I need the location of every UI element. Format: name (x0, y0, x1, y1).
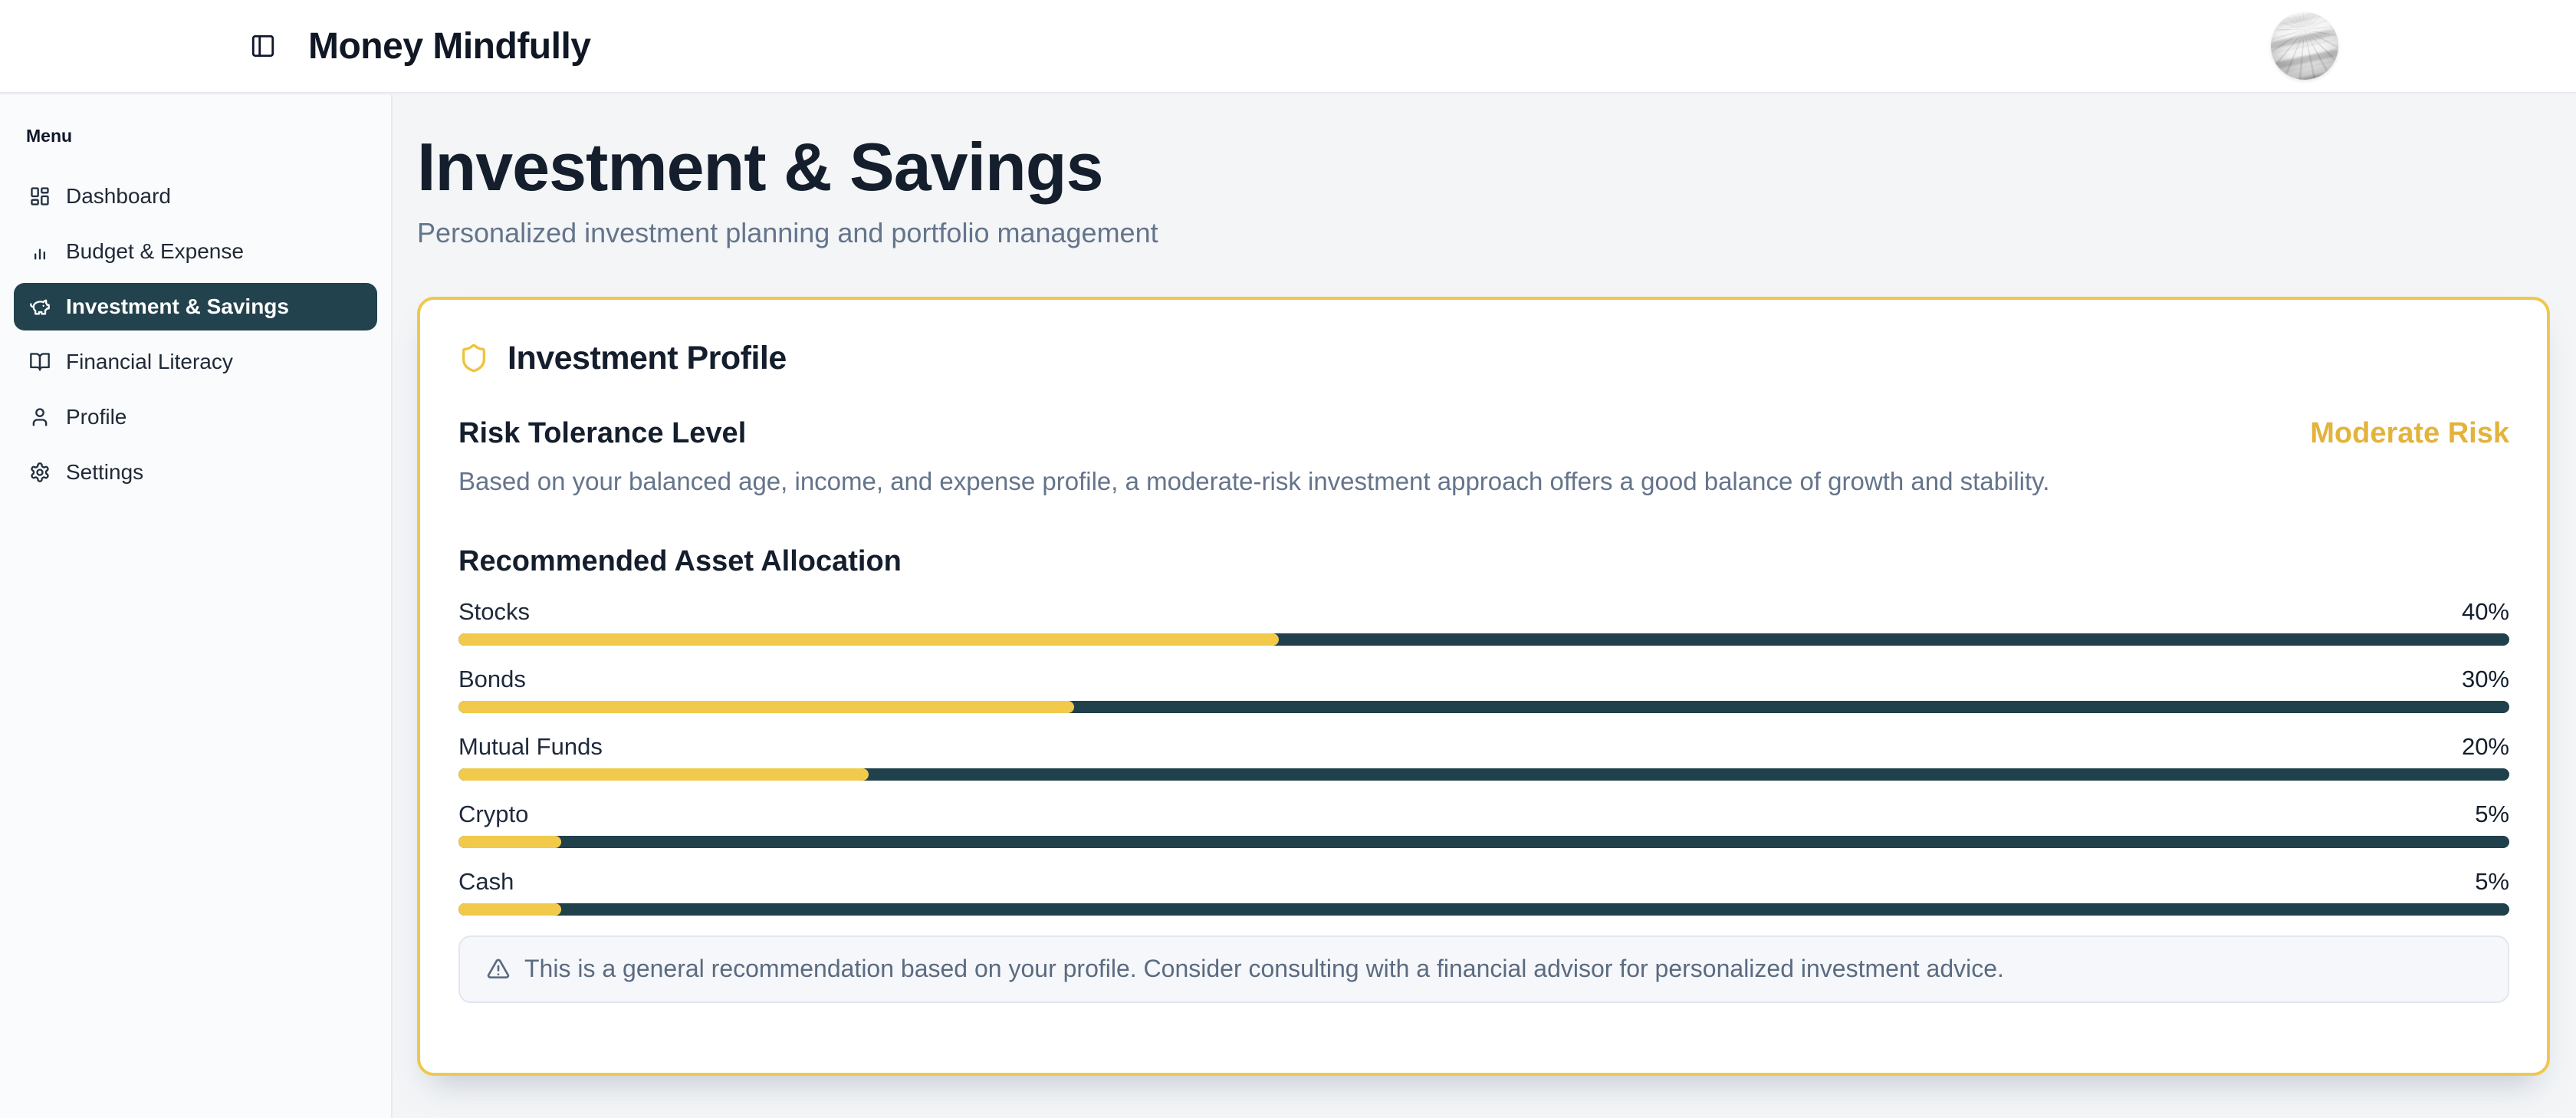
allocation-row-bonds (458, 666, 2509, 713)
progress-bar-track (458, 903, 2509, 916)
investment-profile-card (417, 297, 2550, 1076)
warning-triangle-icon (486, 957, 511, 982)
allocation-label: Cash (458, 867, 514, 895)
allocation-value: 5% (2475, 867, 2509, 895)
dashboard-icon (29, 186, 51, 207)
risk-tolerance-row (458, 417, 2509, 450)
sidebar-item-dashboard[interactable] (14, 173, 377, 220)
sidebar-item-label: Settings (66, 460, 144, 484)
sidebar-item-label: Investment & Savings (66, 294, 289, 318)
piggy-bank-icon (29, 296, 51, 317)
progress-bar-track (458, 633, 2509, 646)
progress-bar-fill (458, 633, 1279, 646)
nav-list (0, 173, 391, 496)
sidebar-item-label: Budget & Expense (66, 239, 244, 263)
sidebar-item-settings[interactable] (14, 449, 377, 496)
card-title: Investment Profile (508, 339, 787, 377)
allocation-label: Mutual Funds (458, 732, 603, 760)
sidebar-item-budget-expense[interactable] (14, 228, 377, 275)
risk-heading: Risk Tolerance Level (458, 416, 747, 449)
sidebar (0, 95, 393, 1118)
disclaimer-text: This is a general recommendation based on your profile. Consider consulting with a financial advisor for personalized investment advice. (524, 955, 2004, 983)
progress-bar-track (458, 836, 2509, 848)
allocation-value: 5% (2475, 800, 2509, 827)
allocation-row-cash (458, 868, 2509, 916)
risk-level-badge: Moderate Risk (2310, 416, 2509, 449)
bar-chart-icon (29, 241, 51, 262)
progress-bar-track (458, 701, 2509, 713)
progress-bar-fill (458, 701, 1074, 713)
sidebar-item-investment-savings[interactable] (14, 283, 377, 330)
user-icon (29, 406, 51, 428)
sidebar-item-label: Financial Literacy (66, 350, 233, 373)
shield-icon (458, 343, 489, 373)
risk-description: Based on your balanced age, income, and expense profile, a moderate-risk investment approach offers a good balance of growth and stability. (458, 466, 2050, 495)
allocation-value: 20% (2461, 732, 2509, 760)
allocation-heading: Recommended Asset Allocation (458, 544, 902, 577)
progress-bar-fill (458, 836, 561, 848)
sidebar-item-profile[interactable] (14, 393, 377, 441)
allocation-line (458, 666, 2509, 693)
allocation-line (458, 598, 2509, 626)
page-subtitle: Personalized investment planning and portfolio management (417, 216, 1158, 248)
allocation-line (458, 801, 2509, 828)
allocation-row-mutual-funds (458, 733, 2509, 781)
sidebar-item-label: Profile (66, 405, 127, 429)
allocation-label: Bonds (458, 665, 526, 692)
page-title: Investment & Savings (417, 129, 1103, 205)
allocation-row-stocks (458, 598, 2509, 646)
book-open-icon (29, 351, 51, 373)
app-title: Money Mindfully (308, 25, 591, 67)
sidebar-toggle-icon[interactable] (250, 33, 276, 59)
sidebar-item-financial-literacy[interactable] (14, 338, 377, 386)
app-header (0, 0, 2576, 94)
allocation-line (458, 733, 2509, 761)
allocation-value: 30% (2461, 665, 2509, 692)
allocation-line (458, 868, 2509, 896)
sidebar-item-label: Dashboard (66, 184, 171, 208)
header-left (250, 25, 590, 67)
main-content (394, 95, 2576, 1118)
allocation-label: Stocks (458, 597, 531, 625)
avatar[interactable] (2271, 12, 2338, 80)
menu-label: Menu (26, 126, 73, 146)
progress-bar-track (458, 768, 2509, 781)
card-header (458, 340, 2509, 377)
disclaimer-note (458, 936, 2509, 1003)
allocation-row-crypto (458, 801, 2509, 848)
gear-icon (29, 462, 51, 483)
allocation-value: 40% (2461, 597, 2509, 625)
progress-bar-fill (458, 768, 869, 781)
allocation-label: Crypto (458, 800, 529, 827)
progress-bar-fill (458, 903, 561, 916)
